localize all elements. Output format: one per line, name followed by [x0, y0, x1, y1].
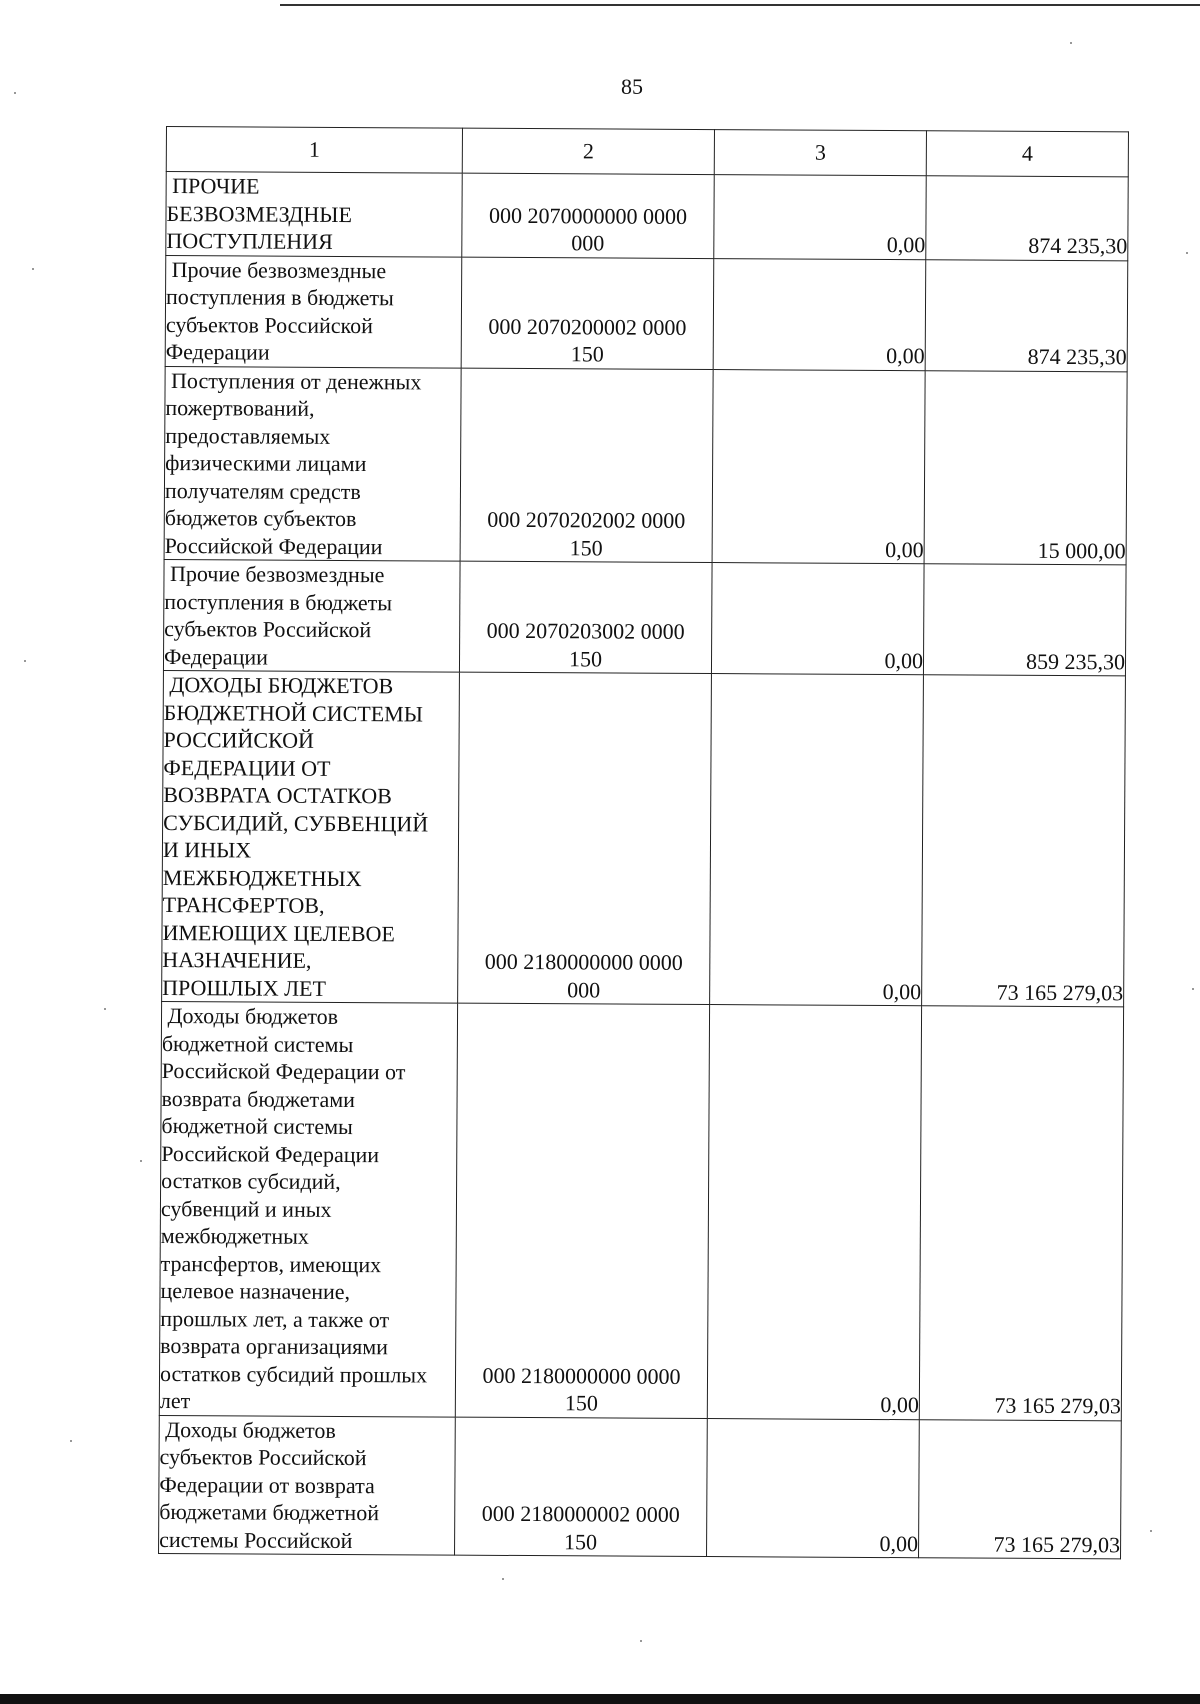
scan-edge-bottom [0, 1694, 1200, 1704]
row-value-col3: 0,00 [707, 1418, 920, 1558]
table-row [159, 1001, 1123, 1420]
table-row [166, 172, 1128, 261]
scan-speck [104, 1008, 106, 1010]
scan-speck [1186, 252, 1188, 254]
table-row [165, 255, 1128, 371]
row-value-col4: 15 000,00 [924, 370, 1127, 565]
row-code: 000 2180000000 0000 000 [458, 672, 712, 1004]
row-name: ПРОЧИЕ БЕЗВОЗМЕЗДНЫЕ ПОСТУПЛЕНИЯ [166, 172, 462, 257]
row-code: 000 2180000000 0000 150 [455, 1003, 709, 1418]
row-value-col4: 874 235,30 [926, 176, 1128, 261]
scan-speck [24, 660, 26, 662]
table-row [164, 366, 1127, 565]
column-header-4: 4 [926, 131, 1128, 177]
row-value-col3: 0,00 [707, 1005, 921, 1420]
scan-speck [1192, 988, 1194, 990]
row-name: Поступления от денежных пожертвований, предоставляемых физическими лицами получателям средств бюджетов субъектов Российской Федерации [164, 366, 461, 561]
row-value-col3: 0,00 [711, 563, 924, 675]
row-name: Прочие безвозмездные поступления в бюджеты субъектов Российской Федерации [165, 255, 462, 368]
column-header-1: 1 [166, 127, 462, 174]
table-row [159, 1415, 1122, 1559]
row-code: 000 2180000002 0000 150 [455, 1417, 708, 1557]
table-header-row [166, 127, 1128, 177]
column-header-2: 2 [462, 128, 714, 174]
scan-speck [1070, 42, 1072, 44]
table-row [162, 670, 1126, 1006]
row-value-col3: 0,00 [710, 674, 924, 1006]
column-header-3: 3 [714, 130, 926, 176]
scan-speck [14, 92, 16, 94]
revenue-table [158, 126, 1129, 1559]
row-value-col4: 73 165 279,03 [919, 1419, 1122, 1559]
row-value-col4: 859 235,30 [923, 564, 1126, 676]
scan-speck [140, 1160, 142, 1162]
scan-edge-top [280, 4, 1200, 6]
row-code: 000 2070202002 0000 150 [460, 368, 713, 563]
row-name: Доходы бюджетов бюджетной системы Российской Федерации от возврата бюджетами бюджетной системы Российской Федерации остатков субсидий, субвенций и иных межбюджетных трансфертов, имеющих целевое назначение, прошлых лет, а также от возврата организациями остатков субсидий прошлых лет [159, 1001, 457, 1416]
scan-speck [70, 1440, 72, 1442]
row-value-col4: 874 235,30 [925, 259, 1128, 371]
scan-speck [640, 1640, 642, 1642]
table-row [163, 559, 1126, 675]
row-name: Прочие безвозмездные поступления в бюджеты субъектов Российской Федерации [163, 559, 460, 672]
row-name: ДОХОДЫ БЮДЖЕТОВ БЮДЖЕТНОЙ СИСТЕМЫ РОССИЙСКОЙ ФЕДЕРАЦИИ ОТ ВОЗВРАТА ОСТАТКОВ СУБСИДИЙ, СУБВЕНЦИЙ И ИНЫХ МЕЖБЮДЖЕТНЫХ ТРАНСФЕРТОВ, ИМЕЮЩИХ ЦЕЛЕВОЕ НАЗНАЧЕНИЕ, ПРОШЛЫХ ЛЕТ [162, 670, 460, 1003]
scan-speck [32, 268, 34, 270]
row-code: 000 2070200002 0000 150 [461, 257, 714, 369]
row-code: 000 2070203002 0000 150 [459, 561, 712, 673]
row-value-col4: 73 165 279,03 [922, 675, 1126, 1007]
row-code: 000 2070000000 0000 000 [462, 173, 714, 258]
row-value-col4: 73 165 279,03 [919, 1006, 1123, 1421]
scan-speck [1150, 1530, 1152, 1532]
row-value-col3: 0,00 [714, 175, 926, 260]
row-value-col3: 0,00 [713, 258, 926, 370]
row-value-col3: 0,00 [712, 369, 925, 564]
row-name: Доходы бюджетов субъектов Российской Федерации от возврата бюджетами бюджетной системы Российской [159, 1415, 456, 1555]
page-number: 85 [621, 74, 643, 99]
scan-speck [502, 1578, 504, 1580]
